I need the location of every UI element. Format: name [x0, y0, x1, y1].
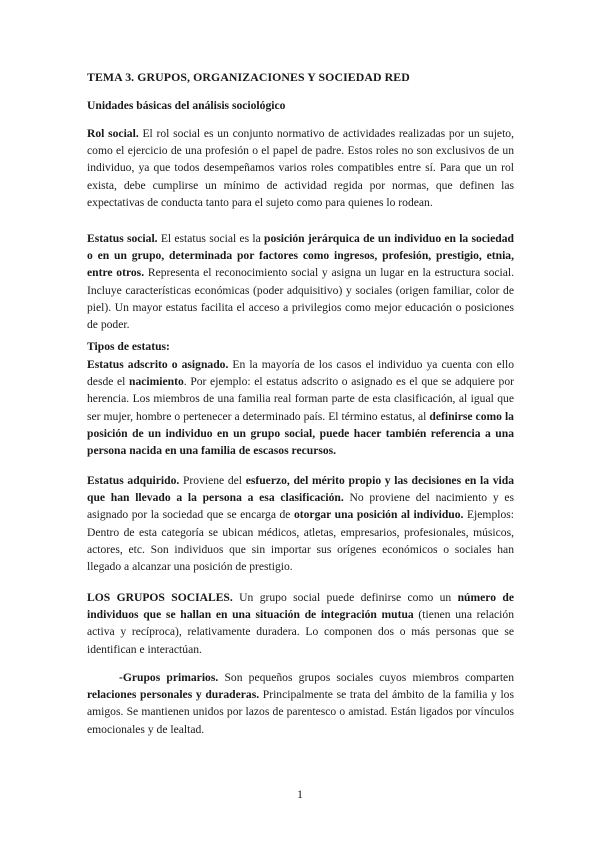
term-grupos-sociales: LOS GRUPOS SOCIALES.	[87, 591, 233, 604]
term-estatus-social: Estatus social.	[87, 232, 158, 245]
bold-span: definirse como la posición de un individuo en un grupo social, puede hacer también referencia a una persona nacida en una familia de escasos recursos.	[87, 409, 514, 458]
bold-span: relaciones personales y duraderas.	[87, 688, 260, 702]
bold-span: número de individuos que se hallan en una situación de integración mutua	[87, 591, 515, 622]
term-grupos-primarios: -Grupos primarios.	[119, 671, 219, 684]
paragraph-estatus-social	[87, 230, 514, 333]
text-span: Principalmente se trata del ámbito de la familia y los amigos. Se mantienen unidos por lazos de parentesco o amistad. Están ligados por vínculos emocionales y de lealtad.	[87, 688, 514, 736]
document-title: TEMA 3. GRUPOS, ORGANIZACIONES Y SOCIEDAD RED	[87, 70, 410, 84]
text-span: No proviene del nacimiento y es asignado por la sociedad que se encarga de	[87, 491, 515, 522]
term-estatus-adscrito: Estatus adscrito o asignado.	[87, 358, 229, 371]
bold-span: otorgar una posición al individuo.	[293, 508, 464, 522]
paragraph-grupos-primarios	[87, 669, 514, 738]
term-rol-social: Rol social.	[87, 127, 139, 140]
paragraph-grupos-sociales	[87, 589, 514, 658]
text-span: Proviene del	[179, 474, 246, 487]
text-span: Representa el reconocimiento social y asigna un lugar en la estructura social. Incluye características económicas (poder adquisitivo) y sociales (origen familiar, color de piel). Un mayor estatus facilita el acceso a privilegios como mejor educación o posiciones de poder.	[87, 266, 515, 332]
bold-span: posición jerárquica de un individuo en la sociedad o en un grupo, determinada por factores como ingresos, profesión, prestigio, etnia, entre otros.	[87, 232, 514, 280]
text-span: Son pequeños grupos sociales cuyos miembros comparten	[218, 671, 514, 684]
text-span: En la mayoría de los casos el individuo ya cuenta con ello desde el	[87, 358, 514, 389]
bold-span: nacimiento	[129, 375, 184, 389]
tipos-heading: Tipos de estatus:	[87, 340, 170, 353]
text-span: El estatus social es la	[157, 232, 265, 245]
paragraph-rol-social	[87, 125, 514, 211]
bold-span: esfuerzo, del mérito propio y las decisiones en la vida que han llevado a la persona a esa clasificación.	[87, 474, 514, 505]
paragraph-estatus-adquirido	[87, 472, 514, 575]
text-span: (tienen una relación activa y recíproca), relativamente duradera. Lo componen dos o más personas que se identifican e interactúan.	[87, 608, 514, 656]
text-rol-social: El rol social es un conjunto normativo de actividades realizadas por un sujeto, como el ejercicio de una profesión o el papel de padre. Estos roles no son exclusivos de un individuo, ya que todos desempeñamos varios roles compatibles entre sí. Para que un rol exista, debe cumplirse un mínimo de actividad regida por normas, que definen las expectativas de conducta tanto para el sujeto como para quienes lo rodean.	[87, 127, 514, 209]
text-span: Ejemplos: Dentro de esta categoría se ubican médicos, atletas, empresarios, profesionales, músicos, actores, etc. Son individuos que sin importar sus orígenes económicos o sociales han llegado a alcanzar una posición de prestigio.	[87, 508, 514, 574]
section-subtitle: Unidades básicas del análisis sociológico	[87, 99, 286, 112]
text-span: . Por ejemplo: el estatus adscrito o asignado es el que se adquiere por herencia. Los miembros de una familia real forman parte de esta clasificación, al igual que ser mujer, hombre o pertenecer a determinado país. El término estatus, al	[87, 375, 514, 423]
paragraph-estatus-adscrito	[87, 356, 514, 459]
text-span: Un grupo social puede definirse como un	[232, 591, 458, 604]
term-estatus-adquirido: Estatus adquirido.	[87, 474, 180, 487]
page-number: 1	[297, 787, 303, 801]
